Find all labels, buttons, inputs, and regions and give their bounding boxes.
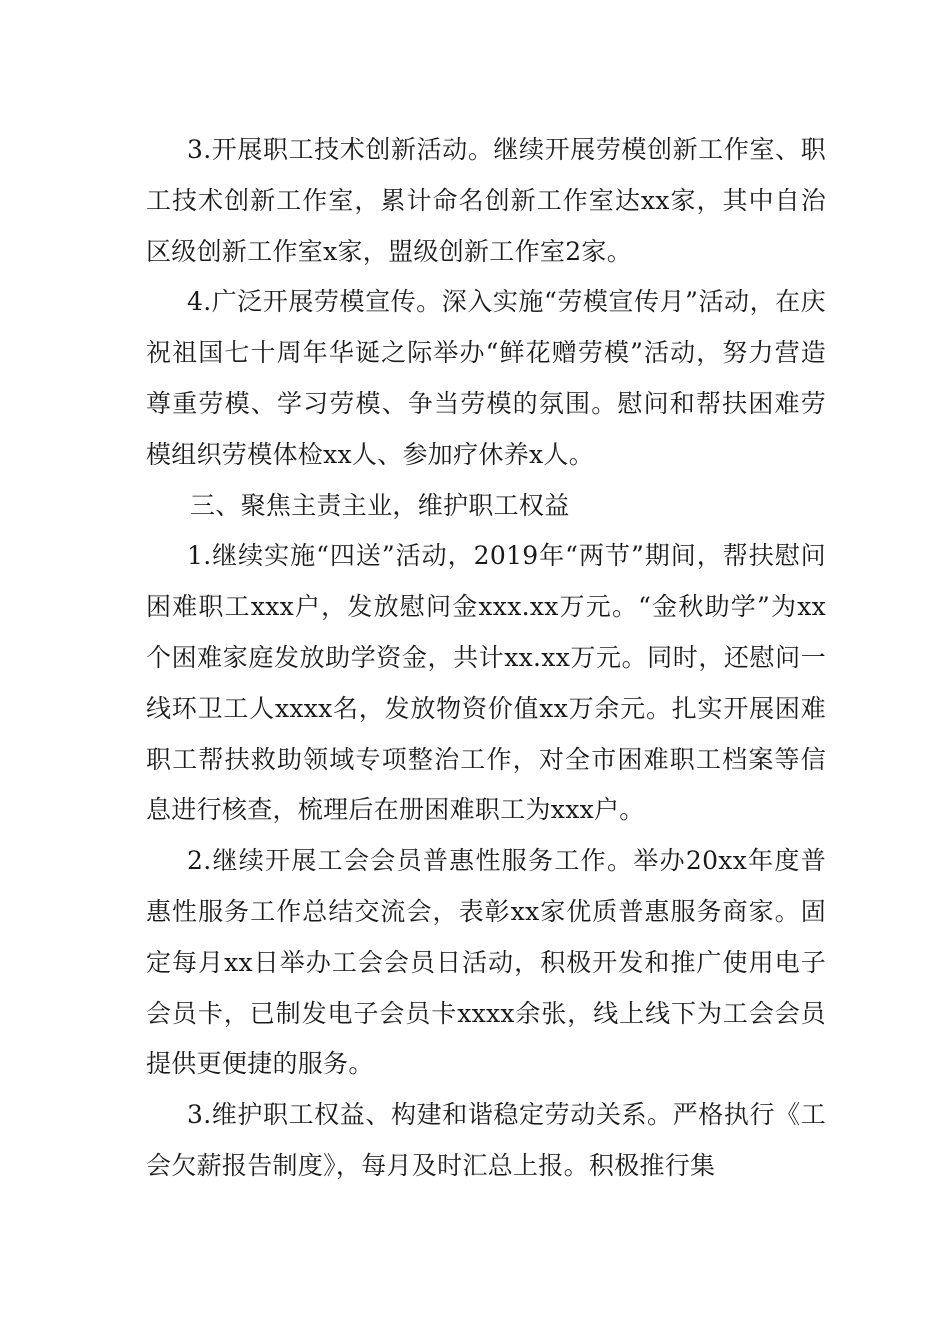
paragraph-model-worker-publicity: 4.广泛开展劳模宣传。深入实施“劳模宣传月”活动，在庆祝祖国七十周年华诞之际举办“鲜花赠劳模”活动，努力营造尊重劳模、学习劳模、争当劳模的氛围。慰问和帮扶困难劳模组织劳模体检xx人、参加疗休养x人。 xyxy=(146,287,826,469)
paragraph-four-deliveries: 1.继续实施“四送”活动，2019年“两节”期间，帮扶慰问困难职工xxx户，发放慰问金xxx.xx万元。“金秋助学”为xx个困难家庭发放助学资金，共计xx.xx万元。同时，还慰问一线环卫工人xxxx名，发放物资价值xx万余元。扎实开展困难职工帮扶救助领域专项整治工作，对全市困难职工档案等信息进行核查，梳理后在册困难职工为xxx户。 xyxy=(146,541,826,825)
section-heading-rights: 三、聚焦主责主业，维护职工权益 xyxy=(190,490,570,520)
paragraph-member-services: 2.继续开展工会会员普惠性服务工作。举办20xx年度普惠性服务工作总结交流会，表彰xx家优质普惠服务商家。固定每月xx日举办工会会员日活动，积极开发和推广使用电子会员卡，已制发电子会员卡xxxx余张，线上线下为工会会员提供更便捷的服务。 xyxy=(146,846,826,1079)
paragraph-tech-innovation: 3.开展职工技术创新活动。继续开展劳模创新工作室、职工技术创新工作室，累计命名创新工作室达xx家，其中自治区级创新工作室x家，盟级创新工作室2家。 xyxy=(146,135,826,266)
document-body xyxy=(146,125,826,1192)
paragraph-labor-relations: 3.维护职工权益、构建和谐稳定劳动关系。严格执行《工会欠薪报告制度》，每月及时汇总上报。积极推行集 xyxy=(146,1100,826,1180)
